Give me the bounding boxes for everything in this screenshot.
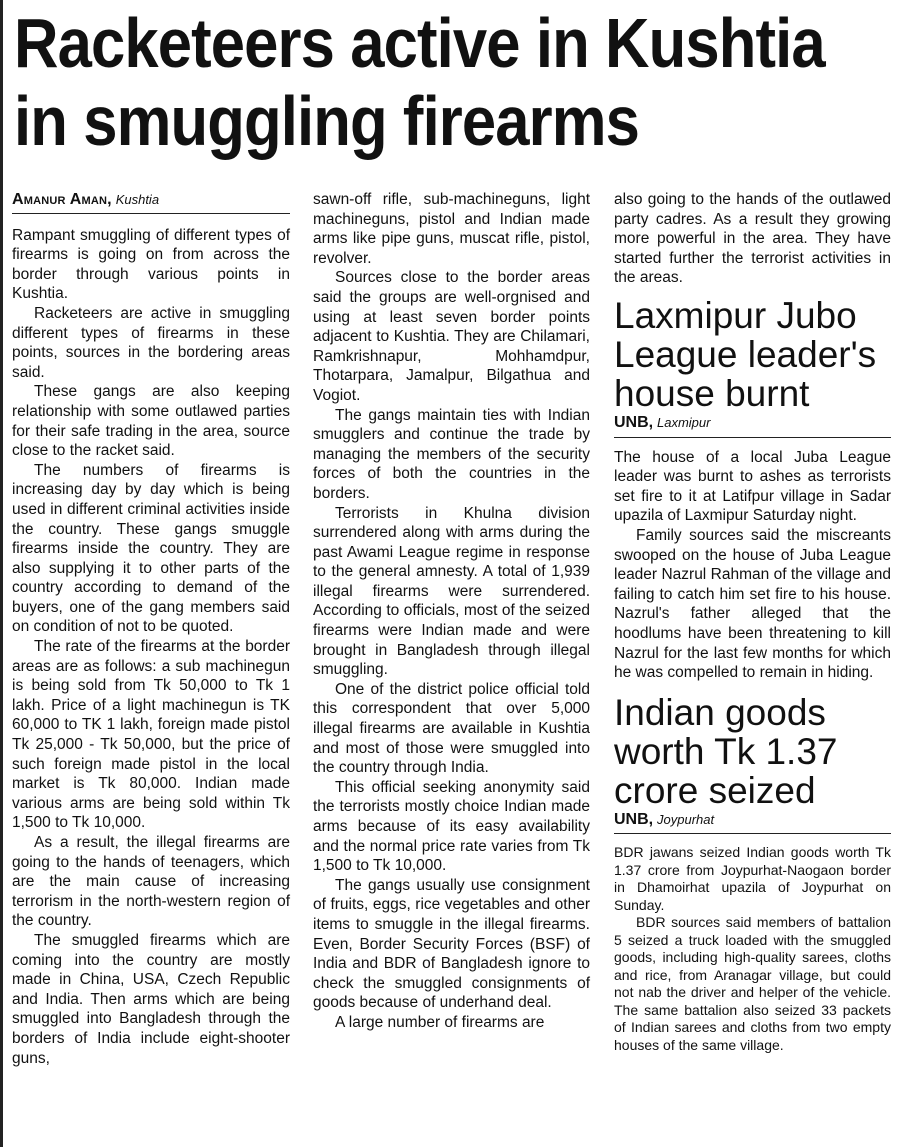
byline-location: Joypurhat — [657, 811, 715, 827]
paragraph: The rate of the firearms at the border areas are as follows: a sub machinegun is being sold from Tk 50,000 to Tk 1 lakh. Price of a light machinegun is TK 60,000 to TK 1 lakh, foreign made pistol Tk 25,000 - Tk 50,000, but the price of such foreign made pistol in the local market is Tk 80,000. Indian made various arms are being sold within Tk 1,500 to Tk 10,000. — [12, 638, 290, 832]
main-article-column-1 — [12, 190, 290, 1068]
byline-source: UNB, — [614, 413, 654, 431]
main-headline — [14, 4, 825, 160]
paragraph: Terrorists in Khulna division surrendered along with arms during the past Awami League regime in response to the general amnesty. A total of 1,939 illegal firearms were surrendered. According to officials, most of the seized firearms were Indian made and were brought in Bangladesh through illegal smuggling. — [313, 504, 590, 679]
main-byline — [12, 190, 290, 214]
paragraph: also going to the hands of the outlawed party cadres. As a result they growing more powerful in the area. They have started further the terrorist activities in the areas. — [614, 191, 891, 287]
paragraph: BDR jawans seized Indian goods worth Tk 1.37 crore from Joypurhat-Naogaon border in Dhamoirhat upazila of Joypurhat on Sunday. — [614, 844, 891, 913]
article-laxmipur — [614, 296, 891, 683]
paragraph: This official seeking anonymity said the terrorists mostly choice Indian made arms because of its easy availability and the normal price rate varies from Tk 1,500 to Tk 10,000. — [313, 778, 590, 875]
paragraph: These gangs are also keeping relationship with some outlawed parties for their safe trading in the area, source close to the racket said. — [12, 383, 290, 460]
main-article-column-2 — [313, 190, 590, 1033]
paragraph: A large number of firearms are — [335, 1013, 545, 1031]
paragraph: Racketeers are active in smuggling different types of firearms in these points, sources in the bordering areas said. — [12, 304, 290, 381]
right-column — [614, 190, 891, 1054]
paragraph: One of the district police official told this correspondent that over 5,000 illegal firearms are available in Kushtia and most of those were smuggled into the country through India. — [313, 680, 590, 777]
paragraph: Rampant smuggling of different types of firearms is going on from across the border through various points in Kushtia. — [12, 226, 290, 303]
article-indian-goods — [614, 693, 891, 1055]
byline-location: Kushtia — [115, 192, 160, 207]
article-byline — [614, 413, 891, 438]
article-headline: Laxmipur Jubo League leader's house burnt — [614, 294, 877, 414]
paragraph: Sources close to the border areas said the groups are well-orgnised and using at least seven border points adjacent to Kushtia. They are Chilamari, Ramkrishnapur, Mohhamdpur, Thotarpara, Jamalpur, Bilgathua and Vogiot. — [313, 269, 590, 404]
paragraph: The house of a local Juba League leader was burnt to ashes as terrorists set fire to it at Latifpur village in Sadar upazila of Laxmipur Saturday night. — [614, 448, 891, 525]
paragraph: The gangs maintain ties with Indian smugglers and continue the trade by managing the members of the security forces of both the countries in the borders. — [313, 406, 590, 502]
byline-location: Laxmipur — [657, 414, 711, 430]
article-byline — [614, 810, 891, 835]
paragraph: sawn-off rifle, sub-machineguns, light machineguns, pistol and Indian made arms like pipe guns, muscat rifle, pistol, revolver. — [313, 191, 590, 267]
paragraph: The gangs usually use consignment of fruits, eggs, rice vegetables and other items to smuggle in the illegal firearms. Even, Border Security Forces (BSF) of India and BDR of Bangladesh ignore to check the smuggled consignments of goods because of underhand deal. — [313, 876, 590, 1012]
paragraph: The numbers of firearms is increasing day by day which is being used in different criminal activities inside the country. These gangs smuggle firearms inside the country. They are also supplying it to other parts of the country according to demand of the buyers, one of the gang members said on condition of not to be quoted. — [12, 461, 290, 636]
article-headline: Indian goods worth Tk 1.37 crore seized — [614, 691, 838, 811]
byline-author: Amanur Aman, — [12, 191, 112, 208]
paragraph: The smuggled firearms which are coming into the country are mostly made in China, USA, Czech Republic and India. Then arms which are being smuggled into Bangladesh through the borders of India include eight-shooter guns, — [12, 931, 290, 1067]
left-column-rule — [0, 0, 3, 1147]
byline-source: UNB, — [614, 810, 654, 828]
headline-line-1: Racketeers active in Kushtia — [14, 4, 825, 82]
headline-line-2: in smuggling firearms — [14, 82, 640, 160]
paragraph: As a result, the illegal firearms are going to the hands of teenagers, which are the main cause of increasing terrorism in the north-western region of the country. — [12, 834, 290, 930]
paragraph: BDR sources said members of battalion 5 seized a truck loaded with the smuggled goods, including high-quality sarees, cloths and rice, from Aranagar village, but could not nab the driver and helper of the vehicle. The same battalion also seized 33 packets of Indian sarees and cloths from two empty houses of the same village. — [614, 914, 891, 1053]
paragraph: Family sources said the miscreants swooped on the house of Juba League leader Nazrul Rahman of the village and failing to catch him set fire to his house. Nazrul's father alleged that the hoodlums have been threatening to kill Nazrul for the last few months for which he was compelled to remain in hiding. — [614, 526, 891, 682]
